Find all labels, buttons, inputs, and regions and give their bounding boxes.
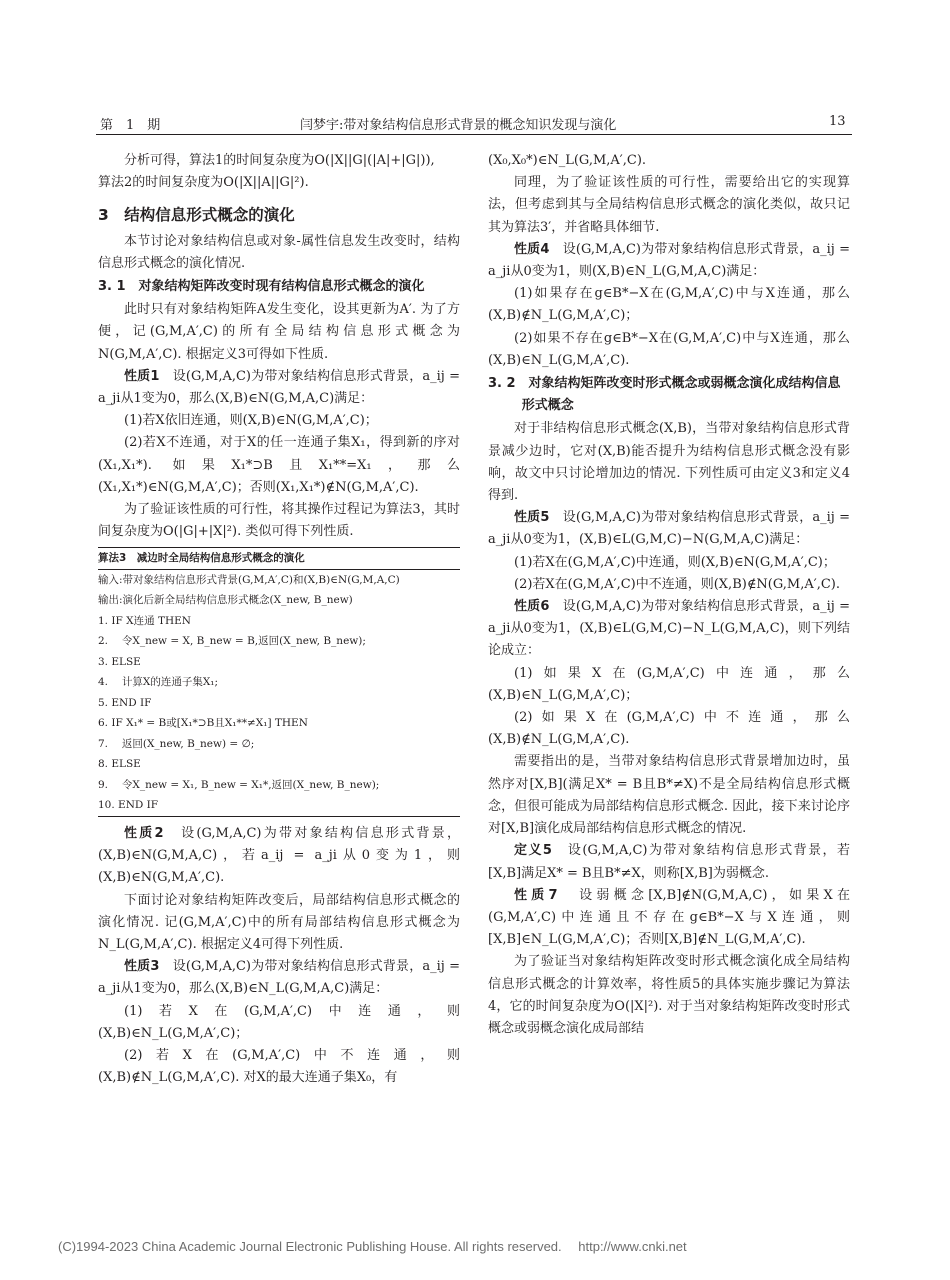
algorithm-line: 2. 令X_new = X, B_new = B,返回(X_new, B_new);: [98, 635, 366, 648]
body-paragraph: (1)若X在(G,M,A′,C)中连通，则(X,B)∈N(G,M,A′,C)；: [514, 554, 836, 570]
algorithm-line: 输入:带对象结构信息形式背景(G,M,A′,C)和(X,B)∈N(G,M,A,C): [98, 573, 400, 586]
body-paragraph: (2)若X在(G,M,A′,C)中不连通，则(X,B)∉N(G,M,A′,C).: [514, 576, 841, 592]
property-text: 设(G,M,A,C)为带对象结构信息形式背景，a_ij = a_ji从0变为1，(X,B)∈L(G,M,C)−N_L(G,M,A,C)，则下列结论成立：: [488, 599, 851, 659]
section-heading: 3 结构信息形式概念的演化: [98, 206, 295, 225]
property-text: 设(G,M,A,C)为带对象结构信息形式背景，(X,B)∈N(G,M,A,C)，若a_ij = a_ji从0变为1，则(X,B)∈N(G,M,A′,C).: [98, 825, 461, 886]
body-paragraph: 为了验证该性质的可行性，将其操作过程记为算法3，其时间复杂度为O(|G|+|X|²). 类似可得下列性质.: [98, 502, 460, 540]
property-label: 性质3: [124, 959, 160, 975]
header-running-title: 闫梦宇:带对象结构信息形式背景的概念知识发现与演化: [300, 118, 617, 133]
property-paragraph: [98, 366, 460, 410]
algorithm-line: 8. ELSE: [98, 758, 141, 771]
algorithm-line: 输出:演化后新全局结构信息形式概念(X_new, B_new): [98, 594, 353, 607]
property-label: 性质2: [124, 825, 164, 841]
property-paragraph: [488, 885, 850, 952]
algorithm-line: 4. 计算X的连通子集X₁;: [98, 676, 219, 689]
body-paragraph: 为了验证当对象结构矩阵改变时形式概念演化成全局结构信息形式概念的计算效率，将性质5的具体实施步骤记为算法4，它的时间复杂度为O(|X|²). 对于当对象结构矩阵改变时形式概念或弱概念演化成局部结: [488, 954, 850, 1036]
body-paragraph: (1)若X在(G,M,A′,C)中连通，则(X,B)∈N_L(G,M,A′,C)；: [98, 1003, 460, 1041]
property-paragraph: [488, 596, 850, 663]
header-page-number: 13: [829, 114, 846, 129]
algorithm-title: 算法3 减边时全局结构信息形式概念的演化: [98, 548, 460, 570]
subsection-heading: 3. 1 对象结构矩阵改变时现有结构信息形式概念的演化: [98, 279, 425, 295]
body-paragraph: (1)如果存在g∈B*−X在(G,M,A′,C)中与X连通，那么(X,B)∉N_L(G,M,A′,C)；: [488, 286, 850, 324]
body-paragraph: (2)如果X在(G,M,A′,C)中不连通，那么(X,B)∉N_L(G,M,A′,C).: [488, 710, 850, 748]
algorithm-line: 6. IF X₁* = B或[X₁*⊃B且X₁**≠X₁] THEN: [98, 717, 308, 730]
property-text: 设(G,M,A,C)为带对象结构信息形式背景，若[X,B]满足X* = B且B*≠X，则称[X,B]为弱概念.: [488, 843, 851, 881]
left-column: [98, 150, 460, 1089]
body-paragraph: 算法2的时间复杂度为O(|X||A||G|²).: [98, 175, 309, 191]
property-paragraph: [98, 823, 460, 890]
body-paragraph: (1)若X依旧连通，则(X,B)∈N(G,M,A′,C)；: [124, 413, 378, 429]
algorithm-line: 9. 令X_new = X₁, B_new = X₁*,返回(X_new, B_new);: [98, 778, 380, 791]
body-paragraph: 下面讨论对象结构矩阵改变后，局部结构信息形式概念的演化情况. 记(G,M,A′,C)中的所有局部结构信息形式概念为N_L(G,M,A′,C). 根据定义4可得下列性质.: [98, 892, 460, 952]
body-paragraph: 本节讨论对象结构信息或对象-属性信息发生改变时，结构信息形式概念的演化情况.: [98, 233, 460, 271]
body-paragraph: (1)如果X在(G,M,A′,C)中连通，那么(X,B)∈N_L(G,M,A′,C)；: [488, 665, 850, 703]
property-paragraph: [98, 956, 460, 1000]
property-label: 定义5: [514, 843, 552, 859]
body-paragraph: 此时只有对象结构矩阵A发生变化，设其更新为A′. 为了方便，记(G,M,A′,C)的所有全局结构信息形式概念为N(G,M,A′,C). 根据定义3可得如下性质.: [98, 302, 460, 362]
property-label: 性质5: [514, 510, 550, 526]
body-paragraph: 同理，为了验证该性质的可行性，需要给出它的实现算法，但考虑到其与全局结构信息形式概念的演化类似，故只记其为算法3′，并省略具体细节.: [488, 175, 850, 235]
property-label: 性质7: [514, 887, 558, 903]
body-paragraph: 对于非结构信息形式概念(X,B)，当带对象结构信息形式背景减少边时，它对(X,B)能否提升为结构信息形式概念没有影响，故文中只讨论增加边的情况. 下列性质可由定义3和定义4得到.: [488, 421, 850, 504]
header-issue: 第 1 期: [100, 118, 161, 133]
property-text: 设弱概念[X,B]∉N(G,M,A,C)，如果X在(G,M,A′,C)中连通且不存在g∈B*−X与X连通，则[X,B]∈N_L(G,M,A′,C)；否则[X,B]∉N_L(G,M,A′,C).: [488, 887, 851, 948]
property-label: 性质4: [514, 241, 550, 257]
property-text: 设(G,M,A,C)为带对象结构信息形式背景，a_ij = a_ji从0变为1，(X,B)∈L(G,M,C)−N(G,M,A,C)满足：: [488, 510, 851, 548]
body-paragraph: (2)若X不连通，对于X的任一连通子集X₁，得到新的序对(X₁,X₁*). 如果X₁*⊃B且X₁**=X₁，那么(X₁,X₁*)∈N(G,M,A′,C)；否则(X₁,X₁*)∉N(G,M,A′,C).: [98, 435, 460, 495]
body-paragraph: (X₀,X₀*)∈N_L(G,M,A′,C).: [488, 153, 647, 168]
algorithm-line: 5. END IF: [98, 696, 152, 709]
right-column: [488, 150, 850, 1040]
body-paragraph: (2)如果不存在g∈B*−X在(G,M,A′,C)中与X连通，那么(X,B)∈N_L(G,M,A′,C).: [488, 330, 850, 368]
property-paragraph: [488, 840, 850, 884]
algorithm-line: 3. ELSE: [98, 655, 141, 668]
property-label: 性质6: [514, 599, 550, 615]
property-label: 性质1: [124, 368, 160, 384]
algorithm-line: 7. 返回(X_new, B_new) = ∅;: [98, 737, 255, 750]
header-rule: [96, 134, 852, 135]
property-paragraph: [488, 507, 850, 551]
algorithm-3-box: [98, 547, 460, 817]
subsection-heading: 3. 2 对象结构矩阵改变时形式概念或弱概念演化成结构信息形式概念: [488, 376, 841, 414]
algorithm-line: 1. IF X连通 THEN: [98, 614, 191, 627]
property-text: 设(G,M,A,C)为带对象结构信息形式背景，a_ij = a_ji从1变为0，那么(X,B)∈N(G,M,A,C)满足：: [98, 368, 461, 407]
copyright-footer: (C)1994-2023 China Academic Journal Electronic Publishing House. All rights reserved. http://www.cnki.net: [58, 1239, 687, 1254]
property-text: 设(G,M,A,C)为带对象结构信息形式背景，a_ij = a_ji从1变为0，那么(X,B)∈N_L(G,M,A,C)满足：: [98, 959, 461, 997]
body-paragraph: 分析可得，算法1的时间复杂度为O(|X||G|(|A|+|G|)),: [124, 153, 435, 168]
property-paragraph: [488, 239, 850, 283]
body-paragraph: 需要指出的是，当带对象结构信息形式背景增加边时，虽然序对[X,B](满足X* = B且B*≠X)不是全局结构信息形式概念，但很可能成为局部结构信息形式概念. 因此，接下来讨论序对[X,B]演化成局部结构信息形式概念的情况.: [488, 754, 850, 837]
body-paragraph: (2)若X在(G,M,A′,C)中不连通，则(X,B)∉N_L(G,M,A′,C). 对X的最大连通子集X₀，有: [98, 1047, 460, 1086]
property-text: 设(G,M,A,C)为带对象结构信息形式背景，a_ij = a_ji从0变为1，则(X,B)∈N_L(G,M,A,C)满足：: [488, 241, 851, 280]
algorithm-line: 10. END IF: [98, 799, 159, 812]
